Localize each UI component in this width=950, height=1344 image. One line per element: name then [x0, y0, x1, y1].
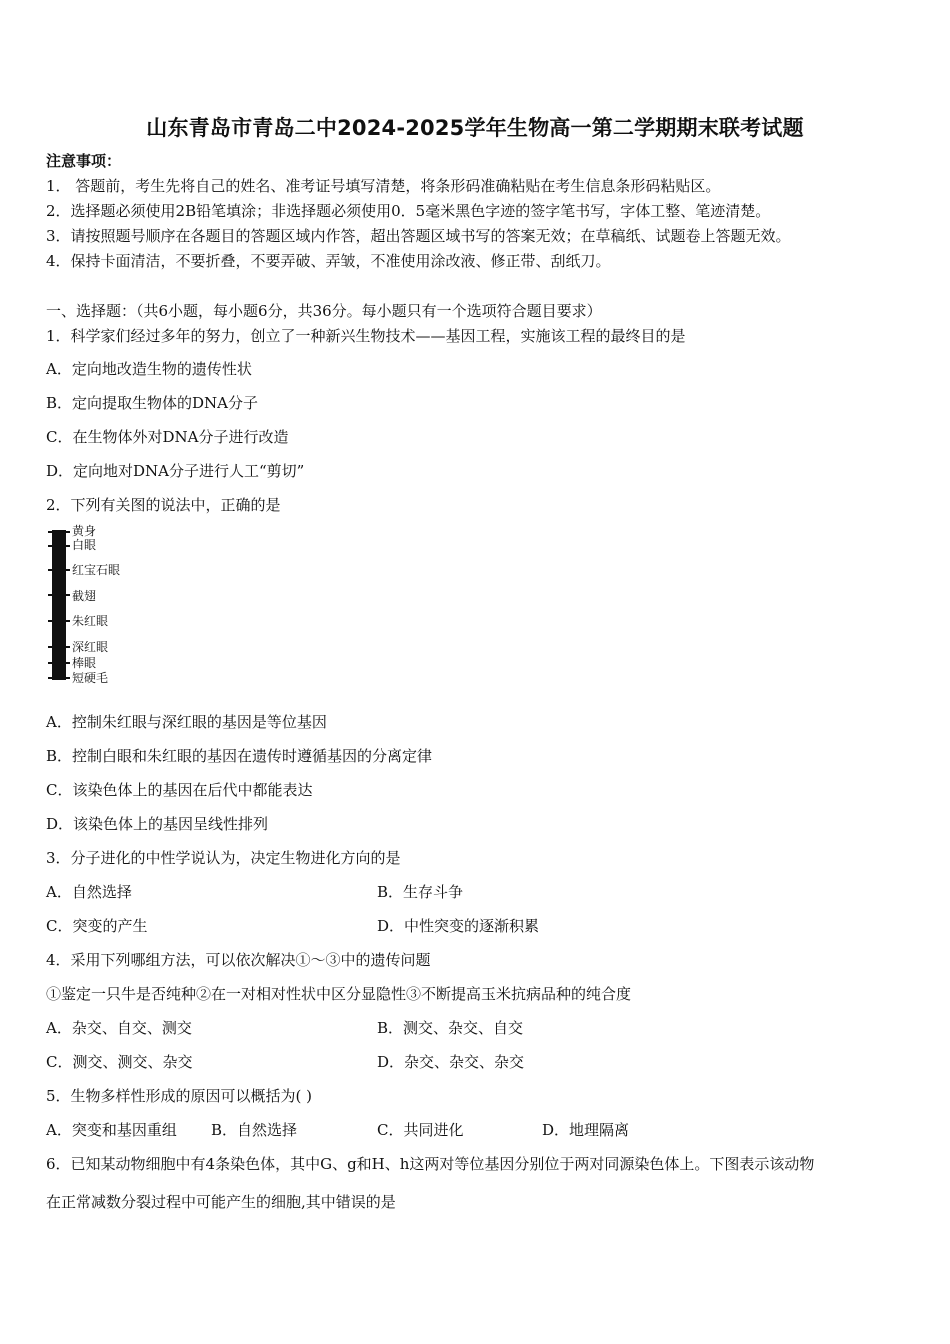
- gene-label: 短硬毛: [72, 671, 109, 685]
- q4-option-d: D．杂交、杂交、杂交: [377, 1053, 525, 1071]
- q3-option-a: A．自然选择: [46, 883, 132, 901]
- gene-tick: [48, 620, 70, 622]
- q3-stem: 3．分子进化的中性学说认为，决定生物进化方向的是: [46, 849, 401, 867]
- q2-option-a: A．控制朱红眼与深红眼的基因是等位基因: [46, 713, 327, 731]
- q2-option-d: D．该染色体上的基因呈线性排列: [46, 815, 269, 833]
- q3-option-c: C．突变的产生: [46, 917, 148, 935]
- q6-stem-line2: 在正常减数分裂过程中可能产生的细胞,其中错误的是: [46, 1193, 396, 1211]
- gene-label: 截翅: [72, 589, 97, 603]
- gene-tick: [48, 545, 70, 547]
- gene-label: 黄身: [72, 524, 97, 538]
- q6-stem-line1: 6．已知某动物细胞中有4条染色体，其中G、g和H、h这两对等位基因分别位于两对同源染色体上。下图表示该动物: [46, 1155, 815, 1173]
- notice-item-2: 2．选择题必须使用2B铅笔填涂；非选择题必须使用0．5毫米黑色字迹的签字笔书写，字体工整、笔迹清楚。: [46, 202, 771, 220]
- q4-option-a: A．杂交、自交、测交: [46, 1019, 192, 1037]
- gene-label: 朱红眼: [72, 614, 109, 628]
- gene-tick: [48, 662, 70, 664]
- notice-heading: 注意事项：: [46, 152, 122, 170]
- gene-label: 棒眼: [72, 656, 97, 670]
- q4-sub: ①鉴定一只牛是否纯种②在一对相对性状中区分显隐性③不断提高玉米抗病品种的纯合度: [46, 985, 632, 1003]
- q5-stem: 5．生物多样性形成的原因可以概括为( ): [46, 1087, 313, 1105]
- q3-option-d: D．中性突变的逐渐积累: [377, 917, 540, 935]
- q2-option-c: C．该染色体上的基因在后代中都能表达: [46, 781, 313, 799]
- gene-tick: [48, 594, 70, 596]
- q4-option-b: B．测交、杂交、自交: [377, 1019, 524, 1037]
- q5-option-a: A．突变和基因重组: [46, 1121, 177, 1139]
- q1-option-d: D．定向地对DNA分子进行人工“剪切”: [46, 462, 305, 480]
- gene-label: 深红眼: [72, 640, 109, 654]
- gene-tick: [48, 677, 70, 679]
- q3-option-b: B．生存斗争: [377, 883, 464, 901]
- q2-option-b: B．控制白眼和朱红眼的基因在遗传时遵循基因的分离定律: [46, 747, 433, 765]
- q4-stem: 4．采用下列哪组方法，可以依次解决①～③中的遗传问题: [46, 951, 431, 969]
- q1-stem: 1．科学家们经过多年的努力，创立了一种新兴生物技术——基因工程，实施该工程的最终目的是: [46, 327, 686, 345]
- q1-option-a: A．定向地改造生物的遗传性状: [46, 360, 252, 378]
- gene-tick: [48, 646, 70, 648]
- chromosome-diagram: [48, 524, 168, 688]
- notice-item-3: 3．请按照题号顺序在各题目的答题区域内作答，超出答题区域书写的答案无效；在草稿纸、试题卷上答题无效。: [46, 227, 791, 245]
- notice-item-4: 4．保持卡面清洁，不要折叠，不要弄破、弄皱，不准使用涂改液、修正带、刮纸刀。: [46, 252, 611, 270]
- chromosome-bar: [52, 530, 66, 680]
- q5-option-b: B．自然选择: [211, 1121, 298, 1139]
- q5-option-d: D．地理隔离: [542, 1121, 630, 1139]
- q2-stem: 2．下列有关图的说法中，正确的是: [46, 496, 281, 514]
- q1-option-b: B．定向提取生物体的DNA分子: [46, 394, 259, 412]
- q4-option-c: C．测交、测交、杂交: [46, 1053, 193, 1071]
- q1-option-c: C．在生物体外对DNA分子进行改造: [46, 428, 289, 446]
- section-heading: 一、选择题：（共6小题，每小题6分，共36分。每小题只有一个选项符合题目要求）: [46, 302, 602, 320]
- gene-tick: [48, 531, 70, 533]
- page-title: 山东青岛市青岛二中2024-2025学年生物高一第二学期期末联考试题: [146, 116, 804, 140]
- gene-label: 白眼: [72, 538, 97, 552]
- q5-option-c: C．共同进化: [377, 1121, 464, 1139]
- gene-tick: [48, 569, 70, 571]
- gene-label: 红宝石眼: [72, 563, 121, 577]
- notice-item-1: 1． 答题前，考生先将自己的姓名、准考证号填写清楚，将条形码准确粘贴在考生信息条形码粘贴区。: [46, 177, 721, 195]
